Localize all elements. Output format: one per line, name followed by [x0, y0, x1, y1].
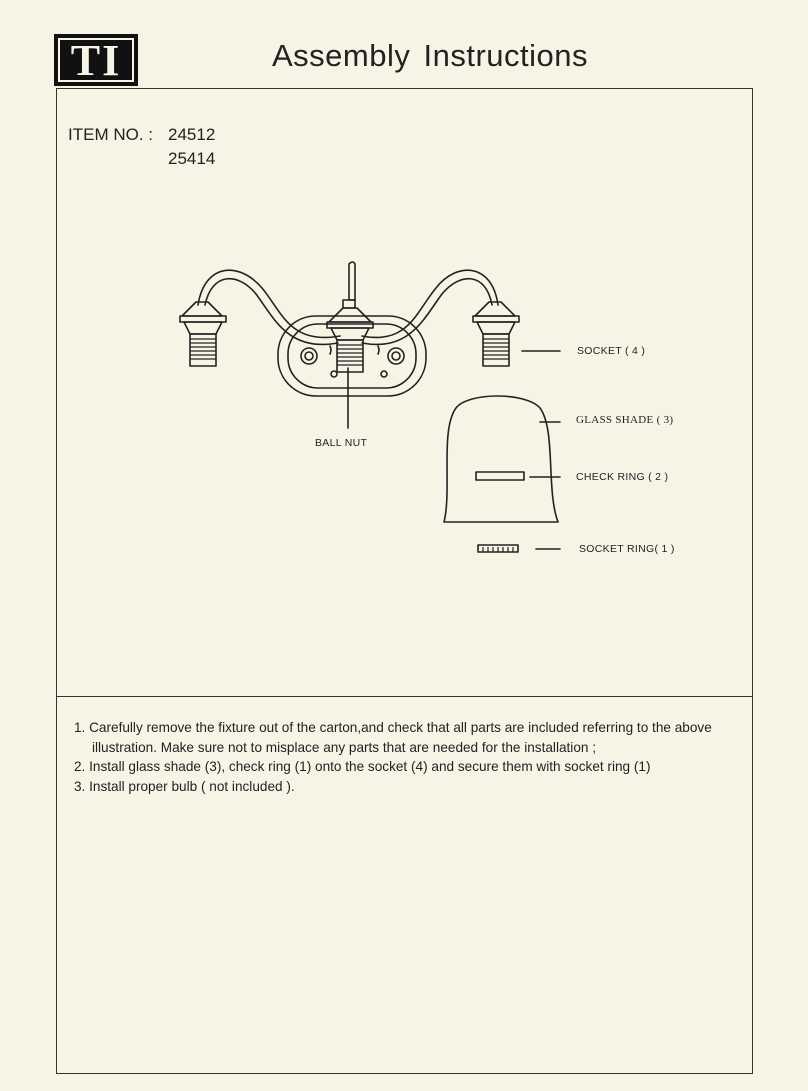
instruction-list: [74, 718, 744, 796]
check-ring-label: CHECK RING ( 2 ): [576, 471, 669, 483]
brand-logo: TI: [54, 34, 138, 86]
page-title: Assembly Instructions: [272, 38, 588, 73]
instruction-step-3: 3. Install proper bulb ( not included ).: [74, 778, 295, 794]
instruction-step-1: 1. Carefully remove the fixture out of the carton,and check that all parts are included referring to the above illustration. Make sure not to misplace any parts that are needed for the installation ;: [74, 720, 712, 755]
item-number-label: ITEM NO. :: [68, 125, 153, 144]
ball-nut-label: BALL NUT: [315, 437, 368, 449]
item-number-1: 24512: [168, 125, 216, 144]
item-number-2: 25414: [168, 149, 216, 168]
instruction-step-2: 2. Install glass shade (3), check ring (1) onto the socket (4) and secure them with socket ring (1): [74, 759, 651, 774]
socket-label: SOCKET ( 4 ): [577, 345, 646, 357]
socket-ring-label: SOCKET RING( 1 ): [579, 543, 675, 555]
glass-shade-label: GLASS SHADE ( 3): [576, 414, 674, 426]
